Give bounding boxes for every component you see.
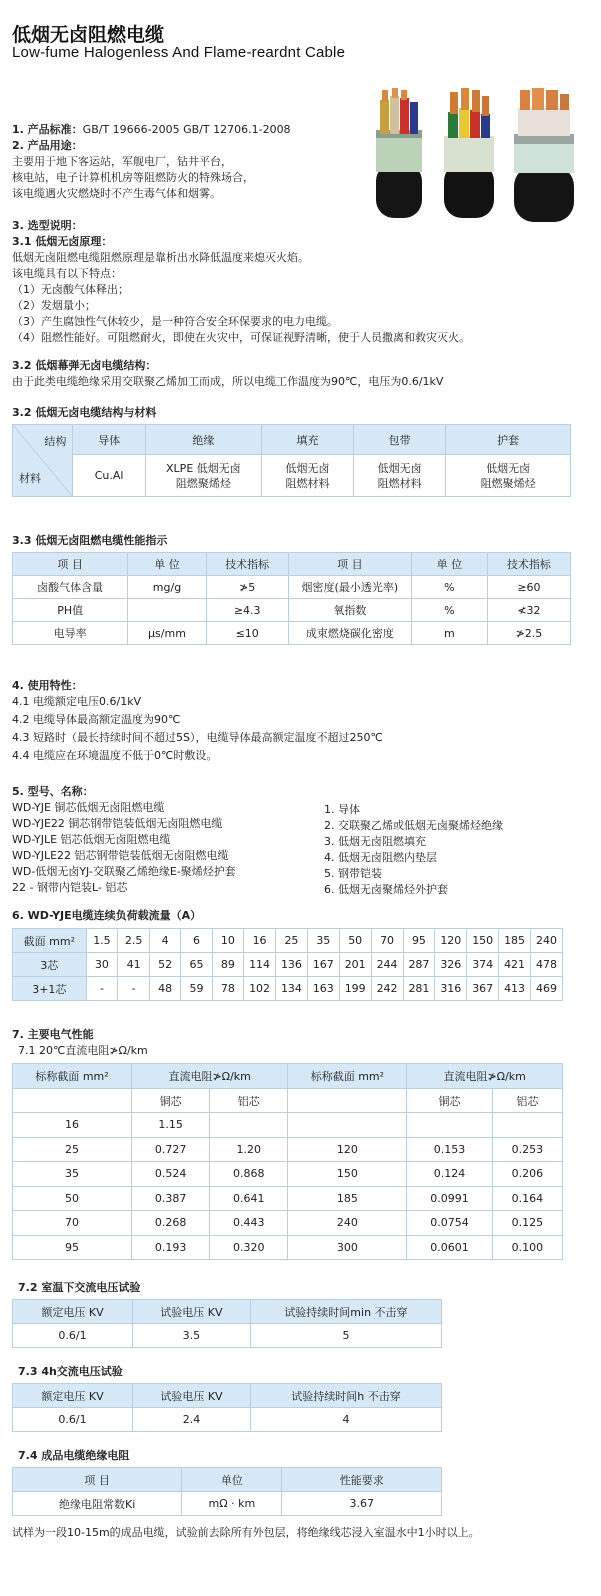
load-cell: -: [118, 977, 150, 1001]
resistance-cell: [288, 1113, 407, 1138]
page-subtitle: Low-fume Halogenless And Flame-reardnt Cable: [12, 44, 346, 61]
load-cell: 287: [403, 953, 435, 977]
cable-image-1: [376, 88, 422, 218]
sec3-line: （4）阻燃性能好。可阻燃耐火，即使在火灾中，可保证视野清晰，使于人员撒离和救灾灭火。: [12, 331, 470, 344]
perf-cell: ≥60: [487, 576, 570, 599]
load-cell: 134: [276, 977, 308, 1001]
resistance-cell: 300: [288, 1235, 407, 1260]
resistance-cell: 0.153: [407, 1137, 492, 1162]
perf-cell: 氧指数: [288, 599, 411, 622]
load-cell: 114: [244, 953, 276, 977]
insul-cell: mΩ · km: [182, 1492, 282, 1516]
load-cell: 89: [212, 953, 243, 977]
cable-product-photos: [368, 88, 590, 228]
struct-title: 3.2 低烟无卤电缆结构与材料: [12, 406, 157, 419]
insul-title: 7.4 成品电缆绝缘电阻: [18, 1449, 130, 1462]
load-cell: 167: [307, 953, 339, 977]
resistance-cell: 0.641: [210, 1186, 288, 1211]
load-cell: 4: [149, 929, 180, 953]
struct-header: 包带: [354, 425, 446, 455]
perf-header: 项 目: [288, 553, 411, 576]
load-cell: 52: [149, 953, 180, 977]
struct-value: 低烟无卤 阻燃材料: [354, 455, 446, 497]
load-cell: 6: [181, 929, 212, 953]
load-cell: 41: [118, 953, 150, 977]
part-line: 1. 导体: [324, 803, 360, 816]
perf-cell: 烟密度(最小透光率): [288, 576, 411, 599]
resistance-cell: 0.320: [210, 1235, 288, 1260]
sec3-line: 该电缆具有以下特点：: [12, 267, 122, 280]
elec-copper: 铜芯: [407, 1089, 492, 1113]
sec4-line: 4.3 短路时（最长持续时间不超过5S），电缆导体最高额定温度不超过250℃: [12, 731, 383, 744]
cable-image-3: [514, 88, 574, 222]
sec3-sub1: 3.1 低烟无卤原理：: [12, 235, 113, 248]
load-cell: 316: [435, 977, 467, 1001]
perf-cell: μs/mm: [128, 622, 206, 645]
part-line: 2. 交联聚乙烯或低烟无卤聚烯烃绝缘: [324, 819, 503, 832]
perf-cell: %: [411, 599, 487, 622]
perf-cell: 成束燃烧碳化密度: [288, 622, 411, 645]
elec-copper: 铜芯: [132, 1089, 210, 1113]
load-cell: 199: [339, 977, 371, 1001]
load-cell: 240: [531, 929, 563, 953]
sec1-label: 1. 产品标准：GB/T 19666-2005 GB/T 12706.1-2008: [12, 123, 291, 136]
ac-cell: 5: [250, 1324, 441, 1348]
load-table: [12, 928, 563, 1001]
perf-cell: 电导率: [13, 622, 128, 645]
model-line: WD-低烟无卤YJ-交联聚乙烯绝缘E-聚烯烃护套: [12, 865, 236, 878]
sec4-line: 4.1 电缆额定电压0.6/1kV: [12, 695, 142, 708]
struct-header: 导体: [73, 425, 146, 455]
load-title: 6. WD-YJE电缆连续负荷载流量（A）: [12, 909, 202, 922]
load-cell: 95: [403, 929, 435, 953]
resistance-cell: 0.193: [132, 1235, 210, 1260]
resistance-cell: 16: [13, 1113, 132, 1138]
sec3-line: （2）发烟量小；: [12, 299, 96, 312]
resistance-cell: [407, 1113, 492, 1138]
resistance-cell: 0.443: [210, 1211, 288, 1236]
load-cell: 478: [531, 953, 563, 977]
resistance-cell: 70: [13, 1211, 132, 1236]
part-line: 4. 低烟无卤阻燃内垫层: [324, 851, 437, 864]
load-row-label: 3+1芯: [13, 977, 87, 1001]
resistance-cell: 0.124: [407, 1162, 492, 1187]
ac4h-cell: 4: [250, 1408, 441, 1432]
ac-cell: 0.6/1: [13, 1324, 133, 1348]
perf-cell: ≯5: [206, 576, 288, 599]
model-line: WD-YJE22 铜芯钢带铠装低烟无卤阻燃电缆: [12, 817, 223, 830]
perf-header: 技术指标: [206, 553, 288, 576]
ac-header: 试验持续时间min 不击穿: [250, 1300, 441, 1324]
load-cell: 281: [403, 977, 435, 1001]
sec2-line: 核电站，电子计算机机房等阻燃防火的特殊场合，: [12, 171, 254, 184]
part-line: 5. 钢带铠装: [324, 867, 382, 880]
resistance-cell: 0.727: [132, 1137, 210, 1162]
struct-value: Cu.Al: [73, 455, 146, 497]
perf-cell: m: [411, 622, 487, 645]
struct-value: 低烟无卤 阻燃聚烯烃: [446, 455, 571, 497]
resistance-cell: 0.253: [492, 1137, 562, 1162]
elec-sub: 7.1 20℃直流电阻≯Ω/km: [18, 1044, 148, 1057]
perf-cell: ≤10: [206, 622, 288, 645]
sec3-sub2: 3.2 低烟幕弹无卤电缆结构：: [12, 359, 157, 372]
struct-value: XLPE 低烟无卤 阻燃聚烯烃: [145, 455, 261, 497]
resistance-cell: 0.387: [132, 1186, 210, 1211]
elec-title: 7. 主要电气性能: [12, 1028, 94, 1041]
resistance-cell: 0.0754: [407, 1211, 492, 1236]
struct-value: 低烟无卤 阻燃材料: [261, 455, 353, 497]
resistance-cell: 0.206: [492, 1162, 562, 1187]
perf-cell: ≥4.3: [206, 599, 288, 622]
insul-header: 单位: [182, 1468, 282, 1492]
load-cell: 70: [371, 929, 403, 953]
page-title: 低烟无卤阻燃电缆: [12, 24, 165, 46]
part-line: 6. 低烟无卤聚烯烃外护套: [324, 883, 448, 896]
ac4h-header: 试验持续时间h 不击穿: [250, 1384, 441, 1408]
load-row-label: 截面 mm²: [13, 929, 87, 953]
resistance-cell: 0.0991: [407, 1186, 492, 1211]
perf-cell: mg/g: [128, 576, 206, 599]
load-cell: 242: [371, 977, 403, 1001]
sec4-label: 4. 使用特性：: [12, 679, 83, 692]
perf-cell: ≮32: [487, 599, 570, 622]
resistance-cell: 35: [13, 1162, 132, 1187]
load-cell: 201: [339, 953, 371, 977]
ac-title: 7.2 室温下交流电压试验: [18, 1281, 141, 1294]
resistance-cell: 240: [288, 1211, 407, 1236]
ac4h-cell: 2.4: [133, 1408, 251, 1432]
load-cell: 65: [181, 953, 212, 977]
model-line: WD-YJLE 铝芯低烟无卤阻燃电缆: [12, 833, 171, 846]
load-cell: 25: [276, 929, 308, 953]
resistance-cell: 0.0601: [407, 1235, 492, 1260]
sec2-line: 该电缆遇火灾燃烧时不产生毒气体和烟雾。: [12, 187, 221, 200]
load-cell: 10: [212, 929, 243, 953]
load-cell: 48: [149, 977, 180, 1001]
resistance-cell: 25: [13, 1137, 132, 1162]
sec3-line: （1）无卤酸气体释出；: [12, 283, 129, 296]
corner-bottom: 材料: [19, 472, 41, 485]
resistance-cell: 0.868: [210, 1162, 288, 1187]
load-cell: 244: [371, 953, 403, 977]
load-cell: 35: [307, 929, 339, 953]
perf-cell: [128, 599, 206, 622]
perf-cell: %: [411, 576, 487, 599]
sec3-label: 3. 选型说明：: [12, 219, 83, 232]
load-cell: 30: [86, 953, 118, 977]
load-cell: 163: [307, 977, 339, 1001]
elec-aluminum: 铝芯: [210, 1089, 288, 1113]
load-cell: 413: [499, 977, 531, 1001]
ac4h-header: 试验电压 KV: [133, 1384, 251, 1408]
load-cell: 326: [435, 953, 467, 977]
insul-cell: 绝缘电阻常数Ki: [13, 1492, 182, 1516]
perf-title: 3.3 低烟无卤阻燃电缆性能指示: [12, 534, 168, 547]
resistance-cell: [210, 1113, 288, 1138]
perf-header: 项 目: [13, 553, 128, 576]
ac4h-header: 额定电压 KV: [13, 1384, 133, 1408]
load-cell: -: [86, 977, 118, 1001]
elec-header: 标称截面 mm²: [288, 1064, 407, 1089]
perf-header: 技术指标: [487, 553, 570, 576]
perf-header: 单 位: [128, 553, 206, 576]
perf-header: 单 位: [411, 553, 487, 576]
resistance-cell: 150: [288, 1162, 407, 1187]
model-line: WD-YJE 铜芯低烟无卤阻燃电缆: [12, 801, 165, 814]
load-cell: 50: [339, 929, 371, 953]
model-line: WD-YJLE22 铝芯钢带铠装低烟无卤阻燃电缆: [12, 849, 229, 862]
part-line: 3. 低烟无卤阻燃填充: [324, 835, 426, 848]
structure-table: [12, 424, 571, 497]
insul-note: 试样为一段10-15m的成品电缆，试验前去除所有外包层，将绝缘线芯浸入室温水中1小时以上。: [12, 1526, 480, 1539]
ac4h-title: 7.3 4h交流电压试验: [18, 1365, 123, 1378]
resistance-cell: 0.164: [492, 1186, 562, 1211]
resistance-cell: 0.125: [492, 1211, 562, 1236]
load-cell: 59: [181, 977, 212, 1001]
ac-header: 试验电压 KV: [132, 1300, 250, 1324]
ac4h-test-table: [12, 1383, 442, 1432]
load-cell: 136: [276, 953, 308, 977]
sec3-sub2-text: 由于此类电缆绝缘采用交联聚乙烯加工而成，所以电缆工作温度为90℃，电压为0.6/1kV: [12, 375, 444, 388]
sec3-line: （3）产生腐蚀性气休较少，是一种符合安全环保要求的电力电缆。: [12, 315, 338, 328]
resistance-cell: 185: [288, 1186, 407, 1211]
struct-header: 填充: [261, 425, 353, 455]
elec-header: 直流电阻≯Ω/km: [132, 1064, 288, 1089]
perf-cell: 卤酸气体含量: [13, 576, 128, 599]
performance-table: [12, 552, 571, 645]
elec-header: 直流电阻≯Ω/km: [407, 1064, 563, 1089]
resistance-cell: 120: [288, 1137, 407, 1162]
resistance-cell: 1.15: [132, 1113, 210, 1138]
resistance-table: [12, 1063, 563, 1260]
sec2-line: 主要用于地下客运站，军舰电厂，钻井平台，: [12, 155, 232, 168]
load-cell: 150: [467, 929, 499, 953]
load-cell: 421: [499, 953, 531, 977]
insul-cell: 3.67: [282, 1492, 442, 1516]
resistance-cell: 0.524: [132, 1162, 210, 1187]
insul-header: 性能要求: [282, 1468, 442, 1492]
struct-header: 护套: [446, 425, 571, 455]
ac4h-cell: 0.6/1: [13, 1408, 133, 1432]
resistance-cell: 0.100: [492, 1235, 562, 1260]
load-cell: 16: [244, 929, 276, 953]
ac-test-table: [12, 1299, 442, 1348]
load-cell: 469: [531, 977, 563, 1001]
elec-header: 标称截面 mm²: [13, 1064, 132, 1089]
perf-cell: PH值: [13, 599, 128, 622]
ac-cell: 3.5: [132, 1324, 250, 1348]
load-cell: 1.5: [86, 929, 118, 953]
corner-cell: [13, 425, 73, 497]
load-cell: 367: [467, 977, 499, 1001]
load-cell: 78: [212, 977, 243, 1001]
struct-header: 绝缘: [145, 425, 261, 455]
perf-cell: ≯2.5: [487, 622, 570, 645]
sec4-line: 4.4 电缆应在环境温度不低于0℃时敷设。: [12, 749, 218, 762]
resistance-cell: 50: [13, 1186, 132, 1211]
resistance-cell: 1.20: [210, 1137, 288, 1162]
corner-top: 结构: [44, 435, 67, 448]
load-row-label: 3芯: [13, 953, 87, 977]
ac-header: 额定电压 KV: [13, 1300, 133, 1324]
cable-image-2: [444, 88, 494, 218]
sec4-line: 4.2 电缆导体最高额定温度为90℃: [12, 713, 181, 726]
load-cell: 185: [499, 929, 531, 953]
sec5-label: 5. 型号、名称：: [12, 785, 94, 798]
sec2-label: 2. 产品用途：: [12, 139, 83, 152]
load-cell: 102: [244, 977, 276, 1001]
sec1-value: GB/T 19666-2005 GB/T 12706.1-2008: [82, 123, 291, 136]
resistance-cell: 95: [13, 1235, 132, 1260]
insul-header: 项 目: [13, 1468, 182, 1492]
load-cell: 120: [435, 929, 467, 953]
load-cell: 2.5: [118, 929, 150, 953]
sec3-line: 低烟无卤阻燃电缆阻燃原理是靠析出水降低温度来熄灭火焰。: [12, 251, 309, 264]
resistance-cell: [492, 1113, 562, 1138]
resistance-cell: 0.268: [132, 1211, 210, 1236]
model-line: 22 - 钢带内铠装L- 铝芯: [12, 881, 128, 894]
elec-aluminum: 铝芯: [492, 1089, 562, 1113]
insulation-table: [12, 1467, 442, 1516]
load-cell: 374: [467, 953, 499, 977]
